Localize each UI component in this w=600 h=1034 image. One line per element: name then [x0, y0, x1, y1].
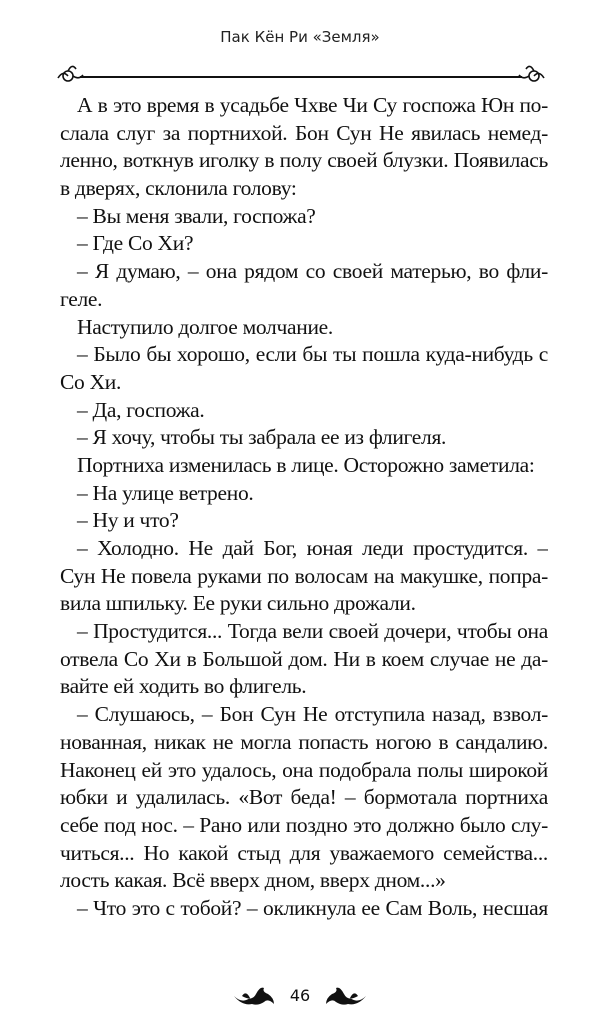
text-line: себе под нос. – Рано или поздно это должно было слу-: [60, 812, 548, 837]
text-line: Наконец ей это удалось, она подобрала полы широкой: [60, 757, 548, 782]
text-line: – Было бы хорошо, если бы ты пошла куда-нибудь с: [77, 342, 548, 367]
text-line: – На улице ветрено.: [77, 480, 254, 505]
text-line: – Я думаю, – она рядом со своей матерью, во фли-: [77, 259, 548, 284]
text-line: Портниха изменилась в лице. Осторожно заметила:: [77, 452, 535, 477]
body-text: [60, 92, 548, 923]
ornamental-rule: [56, 62, 546, 86]
text-line: Со Хи.: [60, 369, 122, 394]
text-line: – Холодно. Не дай Бог, юная леди простудится. –: [77, 536, 548, 560]
text-line: – Я хочу, чтобы ты забрала ее из флигеля.: [77, 425, 447, 450]
text-line: слала слуг за портнихой. Бон Сун Не явилась немед-: [60, 120, 548, 145]
page-number: 46: [289, 985, 311, 1005]
text-line: геле.: [60, 286, 103, 311]
text-line: нованная, никак не могла попасть ногою в сандалию.: [60, 729, 548, 754]
text-line: ленно, воткнув иголку в полу своей блузки. Появилась: [60, 148, 548, 173]
text-line: А в это время в усадьбе Чхве Чи Су госпожа Юн по-: [77, 93, 548, 117]
text-line: лость какая. Всё вверх дном, вверх дном...»: [60, 868, 446, 893]
page-footer: [0, 980, 600, 1010]
text-line: юбки и удалилась. «Вот беда! – бормотала портниха: [60, 785, 548, 810]
text-line: – Слушаюсь, – Бон Сун Не отступила назад, взвол-: [77, 702, 548, 727]
text-line: – Где Со Хи?: [77, 231, 194, 256]
right-flourish-icon: [519, 66, 544, 81]
text-line: – Что это с тобой? – окликнула ее Сам Воль, несшая: [77, 895, 548, 920]
text-line: Наступило долгое молчание.: [77, 314, 333, 339]
right-leaf-ornament-icon: [324, 984, 368, 1006]
text-line: вайте ей ходить во флигель.: [60, 674, 307, 699]
text-line: – Простудится... Тогда вели своей дочери, чтобы она: [77, 619, 548, 644]
text-line: отвела Со Хи в Большой дом. Ни в коем случае не да-: [60, 646, 548, 671]
text-line: – Да, госпожа.: [77, 397, 205, 422]
text-line: вила шпильку. Ее руки сильно дрожали.: [60, 591, 416, 616]
left-leaf-ornament-icon: [232, 984, 276, 1006]
text-line: в дверях, склонила голову:: [60, 176, 297, 201]
left-flourish-icon: [58, 66, 83, 81]
text-line: Сун Не повела руками по волосам на макушке, попра-: [60, 563, 548, 588]
text-line: – Вы меня звали, госпожа?: [77, 203, 316, 228]
text-line: читься... Но какой стыд для уважаемого семейства...: [60, 840, 548, 865]
running-title: Пак Кён Ри «Земля»: [220, 28, 380, 46]
text-line: – Ну и что?: [77, 508, 179, 533]
